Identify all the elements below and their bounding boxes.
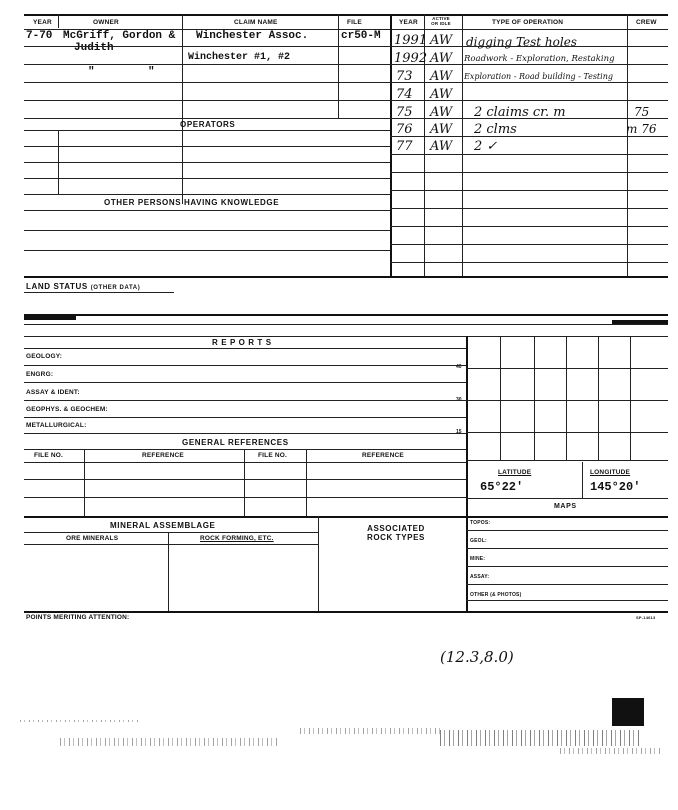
op-year: 75 xyxy=(396,105,413,120)
row-rule xyxy=(24,417,466,418)
op-status: AW xyxy=(430,33,453,48)
op-status: AW xyxy=(430,51,453,66)
land-status-rule xyxy=(24,276,668,278)
ore-minerals-label: ORE MINERALS xyxy=(66,535,119,542)
ref-reference: REFERENCE xyxy=(142,452,184,459)
grid-line xyxy=(534,336,535,460)
latitude-label: LATITUDE xyxy=(498,469,532,476)
op-year: 77 xyxy=(396,139,413,154)
metallurgical-label: METALLURGICAL: xyxy=(26,422,87,429)
grid-line xyxy=(566,336,567,460)
row-rule xyxy=(24,532,318,533)
land-status-bottom-rule xyxy=(24,314,668,316)
op-row-rule xyxy=(390,154,668,155)
grid-line xyxy=(466,368,668,369)
op-row-rule xyxy=(390,244,668,245)
assay-label: ASSAY & IDENT: xyxy=(26,389,80,396)
op-row-rule xyxy=(390,190,668,191)
row-rule xyxy=(24,64,390,65)
row-rule xyxy=(24,382,466,383)
header-active-idle: ACTIVE OR IDLE xyxy=(431,16,451,26)
scan-noise xyxy=(20,720,140,722)
row-rule xyxy=(24,449,466,450)
ref-file-no: FILE NO. xyxy=(34,452,64,459)
op-year: 74 xyxy=(396,87,413,102)
references-bottom-rule xyxy=(24,516,668,518)
op-type: digging Test holes xyxy=(466,35,577,49)
row-rule xyxy=(24,462,466,463)
grid-line xyxy=(466,400,668,401)
col-tick xyxy=(58,14,59,28)
op-row-rule xyxy=(390,226,668,227)
op-crew: m 76 xyxy=(626,122,657,136)
op-type: Roadwork - Exploration, Restaking xyxy=(464,54,615,64)
col-operations-divider xyxy=(390,14,392,276)
scan-blot xyxy=(24,316,76,320)
land-status-underline xyxy=(24,292,174,293)
points-meriting-attention: POINTS MERITING ATTENTION: xyxy=(26,614,130,621)
points-rule xyxy=(24,611,668,613)
engrg-label: ENGRG: xyxy=(26,371,54,378)
mineral-assemblage-title: MINERAL ASSEMBLAGE xyxy=(110,521,216,530)
op-row-rule xyxy=(390,208,668,209)
op-crew: 75 xyxy=(634,105,650,119)
latlon-divider xyxy=(582,462,583,498)
col-type-divider xyxy=(462,14,463,276)
op-type: 2 clms xyxy=(474,122,517,137)
header-year2: YEAR xyxy=(399,19,418,26)
row-rule xyxy=(466,600,668,601)
header-year: YEAR xyxy=(33,19,52,26)
row-rule xyxy=(466,548,668,549)
col-crew-divider xyxy=(627,14,628,276)
reports-top-rule xyxy=(24,336,668,337)
row-rule xyxy=(24,46,390,47)
row-rule xyxy=(466,584,668,585)
land-status-title: LAND STATUS (OTHER DATA) xyxy=(26,282,141,291)
reports-header-rule xyxy=(24,348,466,349)
handwritten-coords: (12.3,8.0) xyxy=(440,648,514,666)
row-rule xyxy=(466,530,668,531)
op-year: 1992 xyxy=(394,51,428,66)
geophys-label: GEOPHYS. & GEOCHEM: xyxy=(26,406,108,413)
op-status: AW xyxy=(430,69,453,84)
owner-name-line1: McGriff, Gordon & xyxy=(63,30,176,42)
row-rule xyxy=(24,400,466,401)
op-status: AW xyxy=(430,122,453,137)
ref-reference-2: REFERENCE xyxy=(362,452,404,459)
row-rule xyxy=(24,250,390,251)
grid-line xyxy=(630,336,631,460)
row-rule xyxy=(24,178,390,179)
row-rule xyxy=(24,230,390,231)
latitude-value: 65°22' xyxy=(480,480,524,494)
operators-title: OPERATORS xyxy=(180,120,236,129)
row-rule xyxy=(24,210,390,211)
grid-line xyxy=(500,336,501,460)
rock-forming-label: ROCK FORMING, ETC. xyxy=(200,535,274,542)
header-crew: CREW xyxy=(636,19,657,26)
reports-title: R E P O R T S xyxy=(212,338,272,347)
grid-line xyxy=(466,460,668,461)
maps-mine: MINE: xyxy=(470,556,486,562)
row-rule xyxy=(24,130,390,131)
op-year: 76 xyxy=(396,122,413,137)
op-year: 73 xyxy=(396,69,413,84)
op-row-rule xyxy=(390,262,668,263)
op-type: 2 claims cr. m xyxy=(474,105,566,120)
maps-assay: ASSAY: xyxy=(470,574,490,580)
col-file-divider xyxy=(338,14,339,118)
op-status: AW xyxy=(430,87,453,102)
ref-file-no-2: FILE NO. xyxy=(258,452,288,459)
owner-year: 7-70 xyxy=(26,30,53,42)
reports-number: 15 xyxy=(456,429,462,435)
claim-name-2: Winchester #1, #2 xyxy=(188,52,291,63)
op-status: AW xyxy=(430,139,453,154)
row-rule xyxy=(24,82,390,83)
claim-file: cr50-M xyxy=(341,30,381,42)
owner-name-line2: Judith xyxy=(74,42,114,54)
longitude-value: 145°20' xyxy=(590,480,641,494)
op-type: 2 ✓ xyxy=(474,139,498,154)
claim-name-1: Winchester Assoc. xyxy=(196,30,309,42)
other-persons-title: OTHER PERSONS HAVING KNOWLEDGE xyxy=(104,198,280,207)
scan-noise xyxy=(300,728,440,734)
associated-rock-types-title: ASSOCIATED ROCK TYPES xyxy=(366,524,425,542)
op-row-rule xyxy=(390,172,668,173)
row-rule xyxy=(466,498,668,499)
maps-title: MAPS xyxy=(554,503,577,510)
reports-number: 40 xyxy=(456,364,462,370)
op-status: AW xyxy=(430,105,453,120)
reports-number: 30 xyxy=(456,397,462,403)
row-rule xyxy=(24,497,466,498)
row-rule xyxy=(24,146,390,147)
maps-topos: TOPOS: xyxy=(470,520,491,526)
row-rule xyxy=(24,324,668,325)
row-rule xyxy=(24,118,390,119)
top-rule xyxy=(24,14,668,16)
op-type: Exploration - Road building - Testing xyxy=(464,72,613,81)
row-rule xyxy=(466,566,668,567)
ref-col xyxy=(306,449,307,517)
col-claim-divider xyxy=(182,14,183,204)
ditto-mark-1: " xyxy=(88,66,95,78)
mineral-divider xyxy=(318,516,319,612)
ref-col xyxy=(244,449,245,517)
scan-noise xyxy=(440,730,640,746)
row-rule xyxy=(24,194,390,195)
op-year: 1991 xyxy=(394,33,428,48)
maps-other: OTHER (& PHOTOS) xyxy=(470,592,522,598)
longitude-label: LONGITUDE xyxy=(590,469,631,476)
header-claim-name: CLAIM NAME xyxy=(234,19,278,26)
ditto-mark-2: " xyxy=(148,66,155,78)
reports-right-divider xyxy=(466,336,468,612)
header-type-of-operation: TYPE OF OPERATION xyxy=(492,19,564,26)
scan-noise xyxy=(60,738,280,746)
row-rule xyxy=(24,100,390,101)
grid-line xyxy=(598,336,599,460)
scan-blot xyxy=(612,698,644,726)
ref-col xyxy=(84,449,85,517)
row-rule xyxy=(24,544,318,545)
row-rule xyxy=(24,433,466,434)
maps-geol: GEOL: xyxy=(470,538,487,544)
scan-noise xyxy=(560,748,660,754)
header-owner: OWNER xyxy=(93,19,119,26)
general-references-title: GENERAL REFERENCES xyxy=(182,438,289,447)
row-rule xyxy=(24,479,466,480)
geology-label: GEOLOGY: xyxy=(26,353,63,360)
form-number: SP-14613 xyxy=(636,615,656,620)
grid-line xyxy=(466,432,668,433)
header-file: FILE xyxy=(347,19,362,26)
row-rule xyxy=(24,365,466,366)
mineral-col-divider xyxy=(168,532,169,612)
row-rule xyxy=(24,162,390,163)
